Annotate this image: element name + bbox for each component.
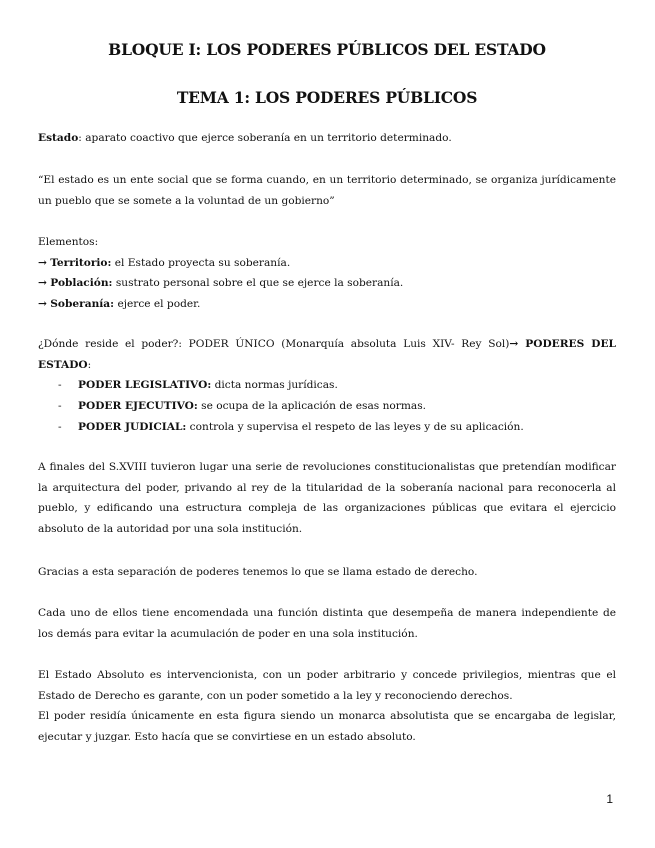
list-item — [58, 375, 618, 396]
element-item-territorio — [38, 253, 616, 274]
absolute-vs-law-paragraph: El Estado Absoluto es intervencionista, con un poder arbitrario y concede privilegios, mientras que el Estado de Derecho es garante, con un poder sometido a la ley y reconociendo derechos. — [38, 669, 616, 702]
power-question-paragraph — [38, 334, 616, 375]
power-text: se ocupa de la aplicación de esas normas. — [197, 400, 427, 412]
power-term: PODER EJECUTIVO: — [78, 400, 198, 412]
power-text: controla y supervisa el respeto de las leyes y de su aplicación. — [186, 421, 524, 433]
power-emphasis: PODERES DEL ESTADO — [38, 338, 616, 371]
elements-section — [38, 232, 616, 314]
power-term: PODER JUDICIAL: — [78, 421, 187, 433]
monarch-paragraph: El poder residía únicamente en esta figura siendo un monarca absolutista que se encargaba de legislar, ejecutar y juzgar. Esto hacía que se convirtiese en un estado absoluto. — [38, 710, 616, 743]
elements-heading: Elementos: — [38, 236, 99, 248]
functions-paragraph: Cada uno de ellos tiene encomendada una función distinta que desempeña de manera independiente de los demás para evitar la acumulación de poder en una sola institución. — [38, 607, 616, 640]
arrow-icon: → — [38, 256, 47, 269]
definition-text: : aparato coactivo que ejerce soberanía en un territorio determinado. — [78, 132, 452, 144]
element-term: Población: — [50, 277, 113, 289]
block-title: BLOQUE I: LOS PODERES PÚBLICOS DEL ESTADO — [108, 40, 546, 59]
element-item-soberania — [38, 294, 616, 315]
page-number: 1 — [606, 792, 613, 806]
dash-bullet: - — [58, 421, 62, 433]
arrow-icon: → — [38, 277, 47, 289]
element-term: Soberanía: — [50, 297, 115, 310]
power-question: ¿Dónde reside el poder?: PODER ÚNICO (Monarquía absoluta Luis XIV- Rey Sol) — [38, 338, 510, 350]
arrow-icon: → — [38, 297, 47, 310]
definition-term: Estado — [38, 132, 79, 144]
dash-bullet: - — [58, 400, 62, 412]
power-text: dicta normas jurídicas. — [211, 379, 338, 391]
topic-title: TEMA 1: LOS PODERES PÚBLICOS — [176, 88, 478, 107]
element-term: Territorio: — [50, 256, 112, 269]
arrow-icon: → — [509, 338, 519, 350]
quote-paragraph: “El estado es un ente social que se forma cuando, en un territorio determinado, se organiza jurídicamente un pueblo que se somete a la voluntad de un gobierno” — [38, 174, 616, 207]
element-text: sustrato personal sobre el que se ejerce la soberanía. — [112, 277, 404, 289]
power-term: PODER LEGISLATIVO: — [78, 379, 212, 391]
definition-paragraph — [38, 128, 616, 149]
list-item — [58, 417, 618, 438]
powers-list — [58, 375, 618, 438]
dash-bullet: - — [58, 379, 62, 391]
revolutions-paragraph: A finales del S.XVIII tuvieron lugar una serie de revoluciones constitucionalistas que pretendían modificar la arquitectura del poder, privando al rey de la titularidad de la soberanía nacional para reconocerla al pueblo, y edificando una estructura compleja de las organizaciones públicas que evitara el ejercicio absoluto de la autoridad por una sola institución. — [38, 461, 616, 535]
element-item-poblacion — [38, 273, 616, 294]
element-text: ejerce el poder. — [114, 297, 201, 310]
power-emphasis-end: : — [87, 358, 92, 371]
element-text: el Estado proyecta su soberanía. — [111, 256, 291, 269]
separation-paragraph: Gracias a esta separación de poderes tenemos lo que se llama estado de derecho. — [38, 566, 478, 578]
list-item — [58, 396, 618, 417]
